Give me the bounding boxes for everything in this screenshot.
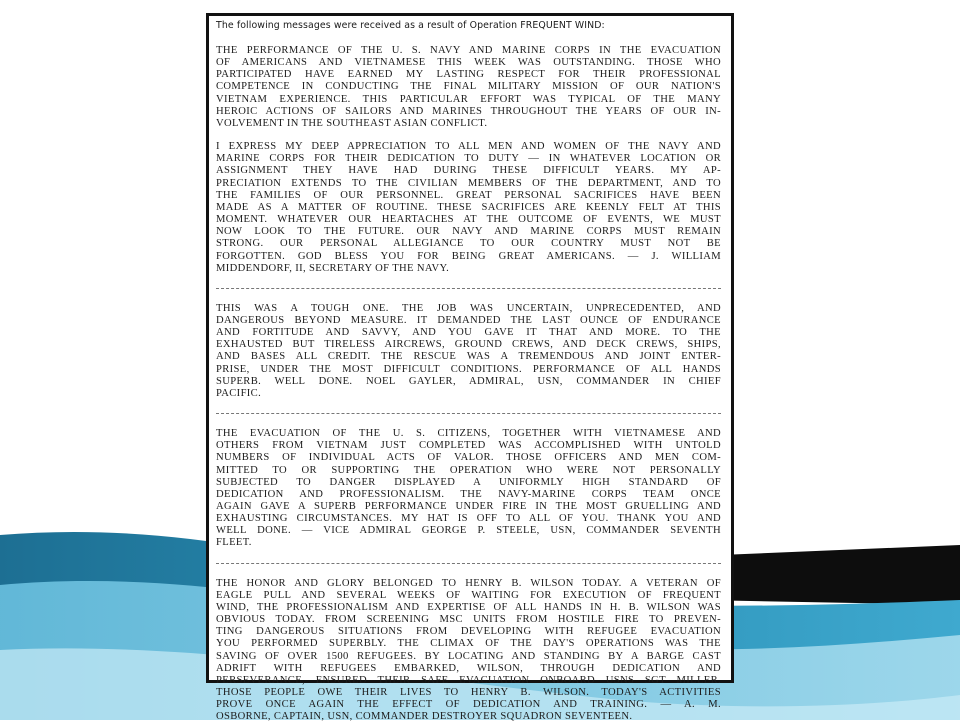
text-line: THE PERFORMANCE OF THE U. S. NAVY AND MARINE CORPS IN THE EVACUATION [216, 45, 721, 56]
text-line: NUMBERS OF INDIVIDUAL ACTS OF VALOR. THOSE OFFICERS AND MEN COM- [216, 452, 721, 464]
text-line: THE HONOR AND GLORY BELONGED TO HENRY B. WILSON TODAY. A VETERAN OF [216, 577, 721, 589]
text-line: PARTICIPATED HAVE EARNED MY LASTING RESPECT FOR THEIR PROFESSIONAL [216, 69, 721, 81]
message-separator [216, 550, 721, 578]
text-line: MIDDENDORF, II, SECRETARY OF THE NAVY. [216, 262, 450, 274]
text-line: PACIFIC. [216, 387, 262, 399]
text-line: OSBORNE, CAPTAIN, USN, COMMANDER DESTROYER SQUADRON SEVENTEEN. [216, 711, 633, 723]
text-line: VIETNAM EXPERIENCE. THIS PARTICULAR EFFORT WAS TYPICAL OF THE MANY [216, 93, 721, 105]
message-paragraph [216, 428, 721, 550]
text-line: VOLVEMENT IN THE SOUTHEAST ASIAN CONFLICT. [216, 117, 488, 129]
text-line: MOMENT. WHATEVER OUR HEARTACHES AT THE OUTCOME OF EVENTS, WE MUST [216, 214, 721, 226]
message-block [216, 428, 721, 550]
text-line: PRISE, UNDER THE MOST DIFFICULT CONDITIONS. PERFORMANCE OF ALL HANDS [216, 363, 721, 375]
text-line: PROVE ONCE AGAIN THE EFFECT OF DEDICATION AND TRAINING. — A. M. [216, 699, 721, 711]
text-line: NOW LOOK TO THE FUTURE. OUR NAVY AND MARINE CORPS MUST REMAIN [216, 226, 721, 238]
text-line: I EXPRESS MY DEEP APPRECIATION TO ALL MEN AND WOMEN OF THE NAVY AND [216, 141, 721, 153]
text-line: THE EVACUATION OF THE U. S. CITIZENS, TOGETHER WITH VIETNAMESE AND [216, 428, 721, 440]
text-line: YOU PERFORMED SUPERBLY. THE CLIMAX OF THE DAY'S OPERATIONS WAS THE [216, 638, 721, 650]
message-block [216, 303, 721, 400]
document-header: The following messages were received as a result of Operation FREQUENT WIND: [216, 20, 605, 31]
document-body [216, 45, 721, 724]
text-line: WIND, THE PROFESSIONALISM AND EXPERTISE OF ALL HANDS IN H. B. WILSON WAS [216, 601, 721, 613]
text-line: THE FAMILIES OF OUR PERSONNEL. GREAT PERSONAL SACRIFICES HAVE BEEN [216, 189, 721, 201]
text-line: HEROIC ACTIONS OF SAILORS AND MARINES THROUGHOUT THE YEARS OF OUR IN- [216, 105, 721, 117]
text-line: PERSEVERANCE, ENSURED THEIR SAFE EVACUATION ONBOARD USNS SGT MILLER. [216, 674, 721, 686]
message-block [216, 578, 721, 724]
text-line: SAVING OF OVER 1500 REFUGEES. BY LOCATING AND STANDING BY A BARGE CAST [216, 650, 721, 662]
message-block [216, 45, 721, 275]
text-line: EXHAUSTED BUT TIRELESS AIRCREWS, GROUND CREWS, AND DECK CREWS, SHIPS, [216, 339, 721, 351]
text-line: STRONG. OUR PERSONAL ALLEGIANCE TO OUR COUNTRY MUST NOT BE [216, 238, 721, 250]
text-line: DEDICATION AND PROFESSIONALISM. THE NAVY-MARINE CORPS TEAM ONCE [216, 488, 721, 500]
text-line: WELL DONE. — VICE ADMIRAL GEORGE P. STEELE, USN, COMMANDER SEVENTH [216, 525, 721, 537]
message-paragraph [216, 578, 721, 724]
paragraph-gap [216, 130, 721, 141]
text-line: MARINE CORPS FOR THEIR DEDICATION TO DUTY — IN WHATEVER LOCATION OR [216, 153, 721, 165]
text-line: DANGEROUS BEYOND MEASURE. IT DEMANDED THE LAST OUNCE OF ENDURANCE [216, 314, 721, 326]
text-line: OF AMERICANS AND VIETNAMESE THIS WEEK WAS OUTSTANDING. THOSE WHO [216, 57, 721, 69]
message-separator [216, 275, 721, 303]
text-line: FORGOTTEN. GOD BLESS YOU FOR BEING GREAT AMERICANS. — J. WILLIAM [216, 250, 721, 262]
text-line: COMPETENCE IN CONDUCTING THE FINAL MILITARY MISSION OF OUR NATION'S [216, 81, 721, 93]
text-line: EXHAUSTING CIRCUMSTANCES. MY HAT IS OFF TO ALL OF YOU. THANK YOU AND [216, 513, 721, 525]
text-line: THOSE PEOPLE OWE THEIR LIVES TO HENRY B. WILSON. TODAY'S ACTIVITIES [216, 687, 721, 699]
text-line: TING DANGEROUS SITUATIONS FROM DEVELOPING WITH REFUGEE EVACUATION [216, 626, 721, 638]
message-separator [216, 400, 721, 428]
text-line: AND FORTITUDE AND SAVVY, AND YOU GAVE IT THAT AND MORE. TO THE [216, 327, 721, 339]
message-paragraph [216, 303, 721, 400]
text-line: MADE AS A MATTER OF ROUTINE. THESE SACRIFICES ARE KEENLY FELT AT THIS [216, 201, 721, 213]
text-line: FLEET. [216, 537, 252, 549]
text-line: PRECIATION EXTENDS TO THE CIVILIAN MEMBERS OF THE DEPARTMENT, AND TO [216, 177, 721, 189]
text-line: THIS WAS A TOUGH ONE. THE JOB WAS UNCERTAIN, UNPRECEDENTED, AND [216, 302, 721, 314]
document-scan [206, 13, 734, 723]
text-line: MITTED TO OR SUPPORTING THE OPERATION WHO WERE NOT PERSONALLY [216, 464, 721, 476]
message-paragraph [216, 45, 721, 130]
text-line: EAGLE PULL AND SEVERAL WEEKS OF WAITING FOR EXECUTION OF FREQUENT [216, 589, 721, 601]
text-line: AND BASES ALL CREDIT. THE RESCUE WAS A TREMENDOUS AND JOINT ENTER- [216, 351, 721, 363]
text-line: OBVIOUS TODAY. FROM SCREENING MSC UNITS FROM HOSTILE FIRE TO PREVEN- [216, 614, 721, 626]
text-line: SUPERB. WELL DONE. NOEL GAYLER, ADMIRAL, USN, COMMANDER IN CHIEF [216, 375, 721, 387]
text-line: ADRIFT WITH REFUGEES EMBARKED, WILSON, THROUGH DEDICATION AND [216, 662, 721, 674]
message-paragraph [216, 141, 721, 275]
text-line: ASSIGNMENT THEY HAVE HAD DURING THESE DIFFICULT YEARS. MY AP- [216, 165, 721, 177]
text-line: OTHERS FROM VIETNAM JUST COMPLETED WAS ACCOMPLISHED WITH UNTOLD [216, 440, 721, 452]
text-line: AGAIN GAVE A SUPERB PERFORMANCE UNDER FIRE IN THE MOST GRUELLING AND [216, 501, 721, 512]
text-line: SUBJECTED TO DANGER DISPLAYED A UNIFORMLY HIGH STANDARD OF [216, 476, 721, 488]
